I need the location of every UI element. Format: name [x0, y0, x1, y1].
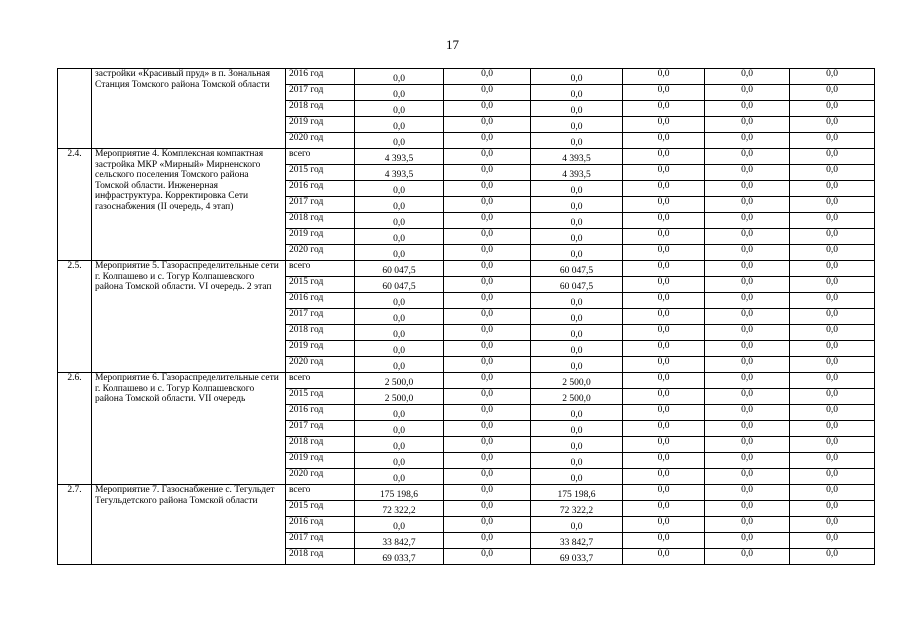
value-cell: 0,0: [623, 245, 705, 261]
value-cell: 0,0: [531, 437, 623, 453]
year-cell: 2017 год: [286, 421, 355, 437]
value-cell: 33 842,7: [355, 533, 444, 549]
value-cell: 0,0: [531, 133, 623, 149]
value-cell: 72 322,2: [531, 501, 623, 517]
value-cell: 0,0: [531, 69, 623, 85]
value-cell: 0,0: [444, 357, 531, 373]
value-cell: 0,0: [444, 69, 531, 85]
value-cell: 0,0: [790, 421, 875, 437]
value-cell: 0,0: [623, 309, 705, 325]
item-number: 2.4.: [58, 149, 92, 261]
value-cell: 2 500,0: [355, 373, 444, 389]
value-cell: 0,0: [355, 517, 444, 533]
value-cell: 0,0: [705, 85, 790, 101]
year-cell: 2020 год: [286, 469, 355, 485]
value-cell: 0,0: [790, 85, 875, 101]
value-cell: 0,0: [444, 261, 531, 277]
value-cell: 0,0: [790, 261, 875, 277]
value-cell: 0,0: [790, 501, 875, 517]
value-cell: 0,0: [531, 85, 623, 101]
value-cell: 0,0: [790, 245, 875, 261]
value-cell: 0,0: [444, 277, 531, 293]
value-cell: 0,0: [444, 437, 531, 453]
value-cell: 0,0: [444, 309, 531, 325]
value-cell: 0,0: [355, 197, 444, 213]
value-cell: 0,0: [623, 181, 705, 197]
value-cell: 0,0: [444, 485, 531, 501]
item-name: Мероприятие 4. Комплексная компактная застройка МКР «Мирный» Мирненского сельского поселения Томского района Томской области. Инженерная инфраструктура. Корректировка Сети газоснабжения (II очередь, 4 этап): [92, 149, 286, 261]
value-cell: 0,0: [531, 357, 623, 373]
value-cell: 0,0: [444, 373, 531, 389]
year-cell: 2017 год: [286, 533, 355, 549]
value-cell: 4 393,5: [355, 149, 444, 165]
value-cell: 4 393,5: [531, 149, 623, 165]
value-cell: 0,0: [355, 101, 444, 117]
value-cell: 0,0: [531, 469, 623, 485]
value-cell: 0,0: [623, 325, 705, 341]
value-cell: 0,0: [705, 405, 790, 421]
value-cell: 0,0: [705, 421, 790, 437]
item-name: застройки «Красивый пруд» в п. Зональная Станция Томского района Томской области: [92, 69, 286, 149]
value-cell: 0,0: [705, 197, 790, 213]
value-cell: 0,0: [444, 101, 531, 117]
value-cell: 0,0: [790, 69, 875, 85]
year-cell: всего: [286, 373, 355, 389]
value-cell: 0,0: [623, 405, 705, 421]
value-cell: 0,0: [623, 293, 705, 309]
year-cell: 2019 год: [286, 453, 355, 469]
value-cell: 0,0: [444, 133, 531, 149]
value-cell: 2 500,0: [531, 389, 623, 405]
year-cell: 2019 год: [286, 341, 355, 357]
value-cell: 0,0: [444, 325, 531, 341]
value-cell: 0,0: [623, 373, 705, 389]
value-cell: 0,0: [790, 133, 875, 149]
value-cell: 0,0: [355, 213, 444, 229]
year-cell: 2020 год: [286, 245, 355, 261]
year-cell: всего: [286, 485, 355, 501]
value-cell: 0,0: [623, 85, 705, 101]
value-cell: 0,0: [790, 389, 875, 405]
value-cell: 0,0: [623, 213, 705, 229]
value-cell: 0,0: [705, 517, 790, 533]
table-row: [58, 149, 875, 165]
value-cell: 0,0: [444, 197, 531, 213]
value-cell: 0,0: [355, 69, 444, 85]
value-cell: 0,0: [790, 309, 875, 325]
value-cell: 0,0: [790, 101, 875, 117]
value-cell: 0,0: [355, 309, 444, 325]
year-cell: 2018 год: [286, 101, 355, 117]
value-cell: 0,0: [790, 117, 875, 133]
value-cell: 0,0: [531, 293, 623, 309]
value-cell: 0,0: [444, 229, 531, 245]
value-cell: 0,0: [623, 357, 705, 373]
item-number: 2.7.: [58, 485, 92, 565]
value-cell: 0,0: [705, 133, 790, 149]
value-cell: 0,0: [790, 453, 875, 469]
value-cell: 0,0: [623, 517, 705, 533]
value-cell: 0,0: [531, 325, 623, 341]
value-cell: 0,0: [705, 181, 790, 197]
value-cell: 0,0: [705, 245, 790, 261]
value-cell: 0,0: [705, 165, 790, 181]
value-cell: 2 500,0: [531, 373, 623, 389]
value-cell: 0,0: [705, 469, 790, 485]
value-cell: 4 393,5: [531, 165, 623, 181]
value-cell: 0,0: [705, 261, 790, 277]
value-cell: 0,0: [623, 501, 705, 517]
value-cell: 0,0: [444, 165, 531, 181]
value-cell: 0,0: [623, 469, 705, 485]
value-cell: 175 198,6: [355, 485, 444, 501]
value-cell: 0,0: [705, 485, 790, 501]
value-cell: 0,0: [790, 549, 875, 565]
value-cell: 0,0: [623, 341, 705, 357]
year-cell: 2019 год: [286, 117, 355, 133]
value-cell: 69 033,7: [531, 549, 623, 565]
year-cell: 2016 год: [286, 181, 355, 197]
value-cell: 0,0: [790, 325, 875, 341]
value-cell: 0,0: [705, 325, 790, 341]
value-cell: 0,0: [355, 181, 444, 197]
value-cell: 0,0: [790, 405, 875, 421]
value-cell: 0,0: [705, 117, 790, 133]
item-name: Мероприятие 5. Газораспределительные сети г. Колпашево и с. Тогур Колпашевского района Томской области. VI очередь. 2 этап: [92, 261, 286, 373]
value-cell: 0,0: [531, 181, 623, 197]
value-cell: 0,0: [444, 341, 531, 357]
value-cell: 0,0: [623, 117, 705, 133]
year-cell: 2017 год: [286, 197, 355, 213]
value-cell: 0,0: [444, 149, 531, 165]
value-cell: 0,0: [623, 229, 705, 245]
value-cell: 0,0: [623, 197, 705, 213]
value-cell: 0,0: [355, 453, 444, 469]
item-number: [58, 69, 92, 149]
value-cell: 0,0: [444, 181, 531, 197]
value-cell: 0,0: [444, 549, 531, 565]
value-cell: 0,0: [531, 117, 623, 133]
value-cell: 0,0: [705, 69, 790, 85]
value-cell: 0,0: [790, 229, 875, 245]
value-cell: 0,0: [444, 501, 531, 517]
value-cell: 0,0: [705, 229, 790, 245]
value-cell: 0,0: [790, 469, 875, 485]
table-body: [58, 69, 875, 565]
value-cell: 0,0: [705, 501, 790, 517]
year-cell: 2015 год: [286, 389, 355, 405]
value-cell: 0,0: [444, 245, 531, 261]
value-cell: 0,0: [623, 549, 705, 565]
value-cell: 0,0: [623, 149, 705, 165]
year-cell: 2015 год: [286, 501, 355, 517]
value-cell: 0,0: [355, 405, 444, 421]
value-cell: 0,0: [790, 165, 875, 181]
value-cell: 0,0: [531, 101, 623, 117]
year-cell: 2018 год: [286, 549, 355, 565]
table-row: [58, 69, 875, 85]
value-cell: 60 047,5: [531, 261, 623, 277]
value-cell: 0,0: [790, 181, 875, 197]
value-cell: 0,0: [790, 373, 875, 389]
value-cell: 0,0: [705, 389, 790, 405]
value-cell: 0,0: [790, 341, 875, 357]
value-cell: 0,0: [531, 517, 623, 533]
value-cell: 0,0: [790, 437, 875, 453]
item-name: Мероприятие 7. Газоснабжение с. Тегульдет Тегульдетского района Томской области: [92, 485, 286, 565]
value-cell: 0,0: [444, 421, 531, 437]
value-cell: 0,0: [444, 517, 531, 533]
value-cell: 0,0: [623, 261, 705, 277]
value-cell: 0,0: [623, 277, 705, 293]
value-cell: 72 322,2: [355, 501, 444, 517]
value-cell: 0,0: [531, 341, 623, 357]
value-cell: 0,0: [705, 293, 790, 309]
value-cell: 0,0: [705, 101, 790, 117]
value-cell: 0,0: [623, 69, 705, 85]
value-cell: 69 033,7: [355, 549, 444, 565]
value-cell: 175 198,6: [531, 485, 623, 501]
item-name: Мероприятие 6. Газораспределительные сети г. Колпашево и с. Тогур Колпашевского района Томской области. VII очередь: [92, 373, 286, 485]
year-cell: всего: [286, 149, 355, 165]
value-cell: 0,0: [705, 549, 790, 565]
value-cell: 60 047,5: [355, 277, 444, 293]
value-cell: 0,0: [355, 325, 444, 341]
value-cell: 0,0: [531, 245, 623, 261]
value-cell: 0,0: [790, 149, 875, 165]
value-cell: 0,0: [623, 133, 705, 149]
value-cell: 0,0: [531, 197, 623, 213]
value-cell: 0,0: [623, 389, 705, 405]
value-cell: 0,0: [355, 229, 444, 245]
value-cell: 0,0: [444, 405, 531, 421]
value-cell: 0,0: [531, 453, 623, 469]
value-cell: 2 500,0: [355, 389, 444, 405]
value-cell: 0,0: [623, 533, 705, 549]
value-cell: 0,0: [705, 277, 790, 293]
value-cell: 0,0: [444, 533, 531, 549]
value-cell: 0,0: [623, 165, 705, 181]
value-cell: 33 842,7: [531, 533, 623, 549]
value-cell: 0,0: [623, 485, 705, 501]
value-cell: 0,0: [705, 149, 790, 165]
value-cell: 0,0: [790, 293, 875, 309]
table-row: [58, 261, 875, 277]
value-cell: 0,0: [531, 421, 623, 437]
value-cell: 0,0: [705, 357, 790, 373]
year-cell: 2018 год: [286, 325, 355, 341]
value-cell: 0,0: [623, 437, 705, 453]
year-cell: 2019 год: [286, 229, 355, 245]
value-cell: 0,0: [790, 533, 875, 549]
year-cell: 2020 год: [286, 133, 355, 149]
value-cell: 0,0: [444, 85, 531, 101]
value-cell: 60 047,5: [531, 277, 623, 293]
value-cell: 0,0: [531, 309, 623, 325]
value-cell: 0,0: [355, 437, 444, 453]
year-cell: 2017 год: [286, 85, 355, 101]
value-cell: 60 047,5: [355, 261, 444, 277]
value-cell: 0,0: [355, 133, 444, 149]
value-cell: 0,0: [705, 341, 790, 357]
year-cell: всего: [286, 261, 355, 277]
year-cell: 2020 год: [286, 357, 355, 373]
value-cell: 0,0: [355, 117, 444, 133]
year-cell: 2017 год: [286, 309, 355, 325]
year-cell: 2016 год: [286, 517, 355, 533]
value-cell: 0,0: [444, 453, 531, 469]
value-cell: 0,0: [705, 373, 790, 389]
value-cell: 0,0: [531, 213, 623, 229]
table-row: [58, 373, 875, 389]
table-row: [58, 485, 875, 501]
value-cell: 0,0: [355, 357, 444, 373]
value-cell: 0,0: [790, 357, 875, 373]
year-cell: 2015 год: [286, 277, 355, 293]
value-cell: 0,0: [355, 245, 444, 261]
value-cell: 0,0: [531, 229, 623, 245]
value-cell: 0,0: [705, 453, 790, 469]
value-cell: 0,0: [705, 533, 790, 549]
value-cell: 0,0: [355, 421, 444, 437]
value-cell: 0,0: [355, 469, 444, 485]
value-cell: 0,0: [623, 101, 705, 117]
year-cell: 2016 год: [286, 405, 355, 421]
value-cell: 0,0: [355, 341, 444, 357]
value-cell: 0,0: [355, 293, 444, 309]
budget-table: [57, 68, 875, 565]
year-cell: 2016 год: [286, 69, 355, 85]
value-cell: 0,0: [444, 293, 531, 309]
value-cell: 0,0: [790, 485, 875, 501]
value-cell: 0,0: [444, 389, 531, 405]
value-cell: 4 393,5: [355, 165, 444, 181]
value-cell: 0,0: [705, 309, 790, 325]
value-cell: 0,0: [790, 277, 875, 293]
page-number: 17: [446, 37, 459, 52]
value-cell: 0,0: [444, 213, 531, 229]
value-cell: 0,0: [444, 469, 531, 485]
year-cell: 2018 год: [286, 213, 355, 229]
value-cell: 0,0: [790, 197, 875, 213]
value-cell: 0,0: [623, 453, 705, 469]
value-cell: 0,0: [355, 85, 444, 101]
year-cell: 2018 год: [286, 437, 355, 453]
item-number: 2.6.: [58, 373, 92, 485]
value-cell: 0,0: [623, 421, 705, 437]
value-cell: 0,0: [705, 437, 790, 453]
value-cell: 0,0: [705, 213, 790, 229]
value-cell: 0,0: [531, 405, 623, 421]
value-cell: 0,0: [790, 517, 875, 533]
year-cell: 2015 год: [286, 165, 355, 181]
value-cell: 0,0: [790, 213, 875, 229]
value-cell: 0,0: [444, 117, 531, 133]
item-number: 2.5.: [58, 261, 92, 373]
year-cell: 2016 год: [286, 293, 355, 309]
